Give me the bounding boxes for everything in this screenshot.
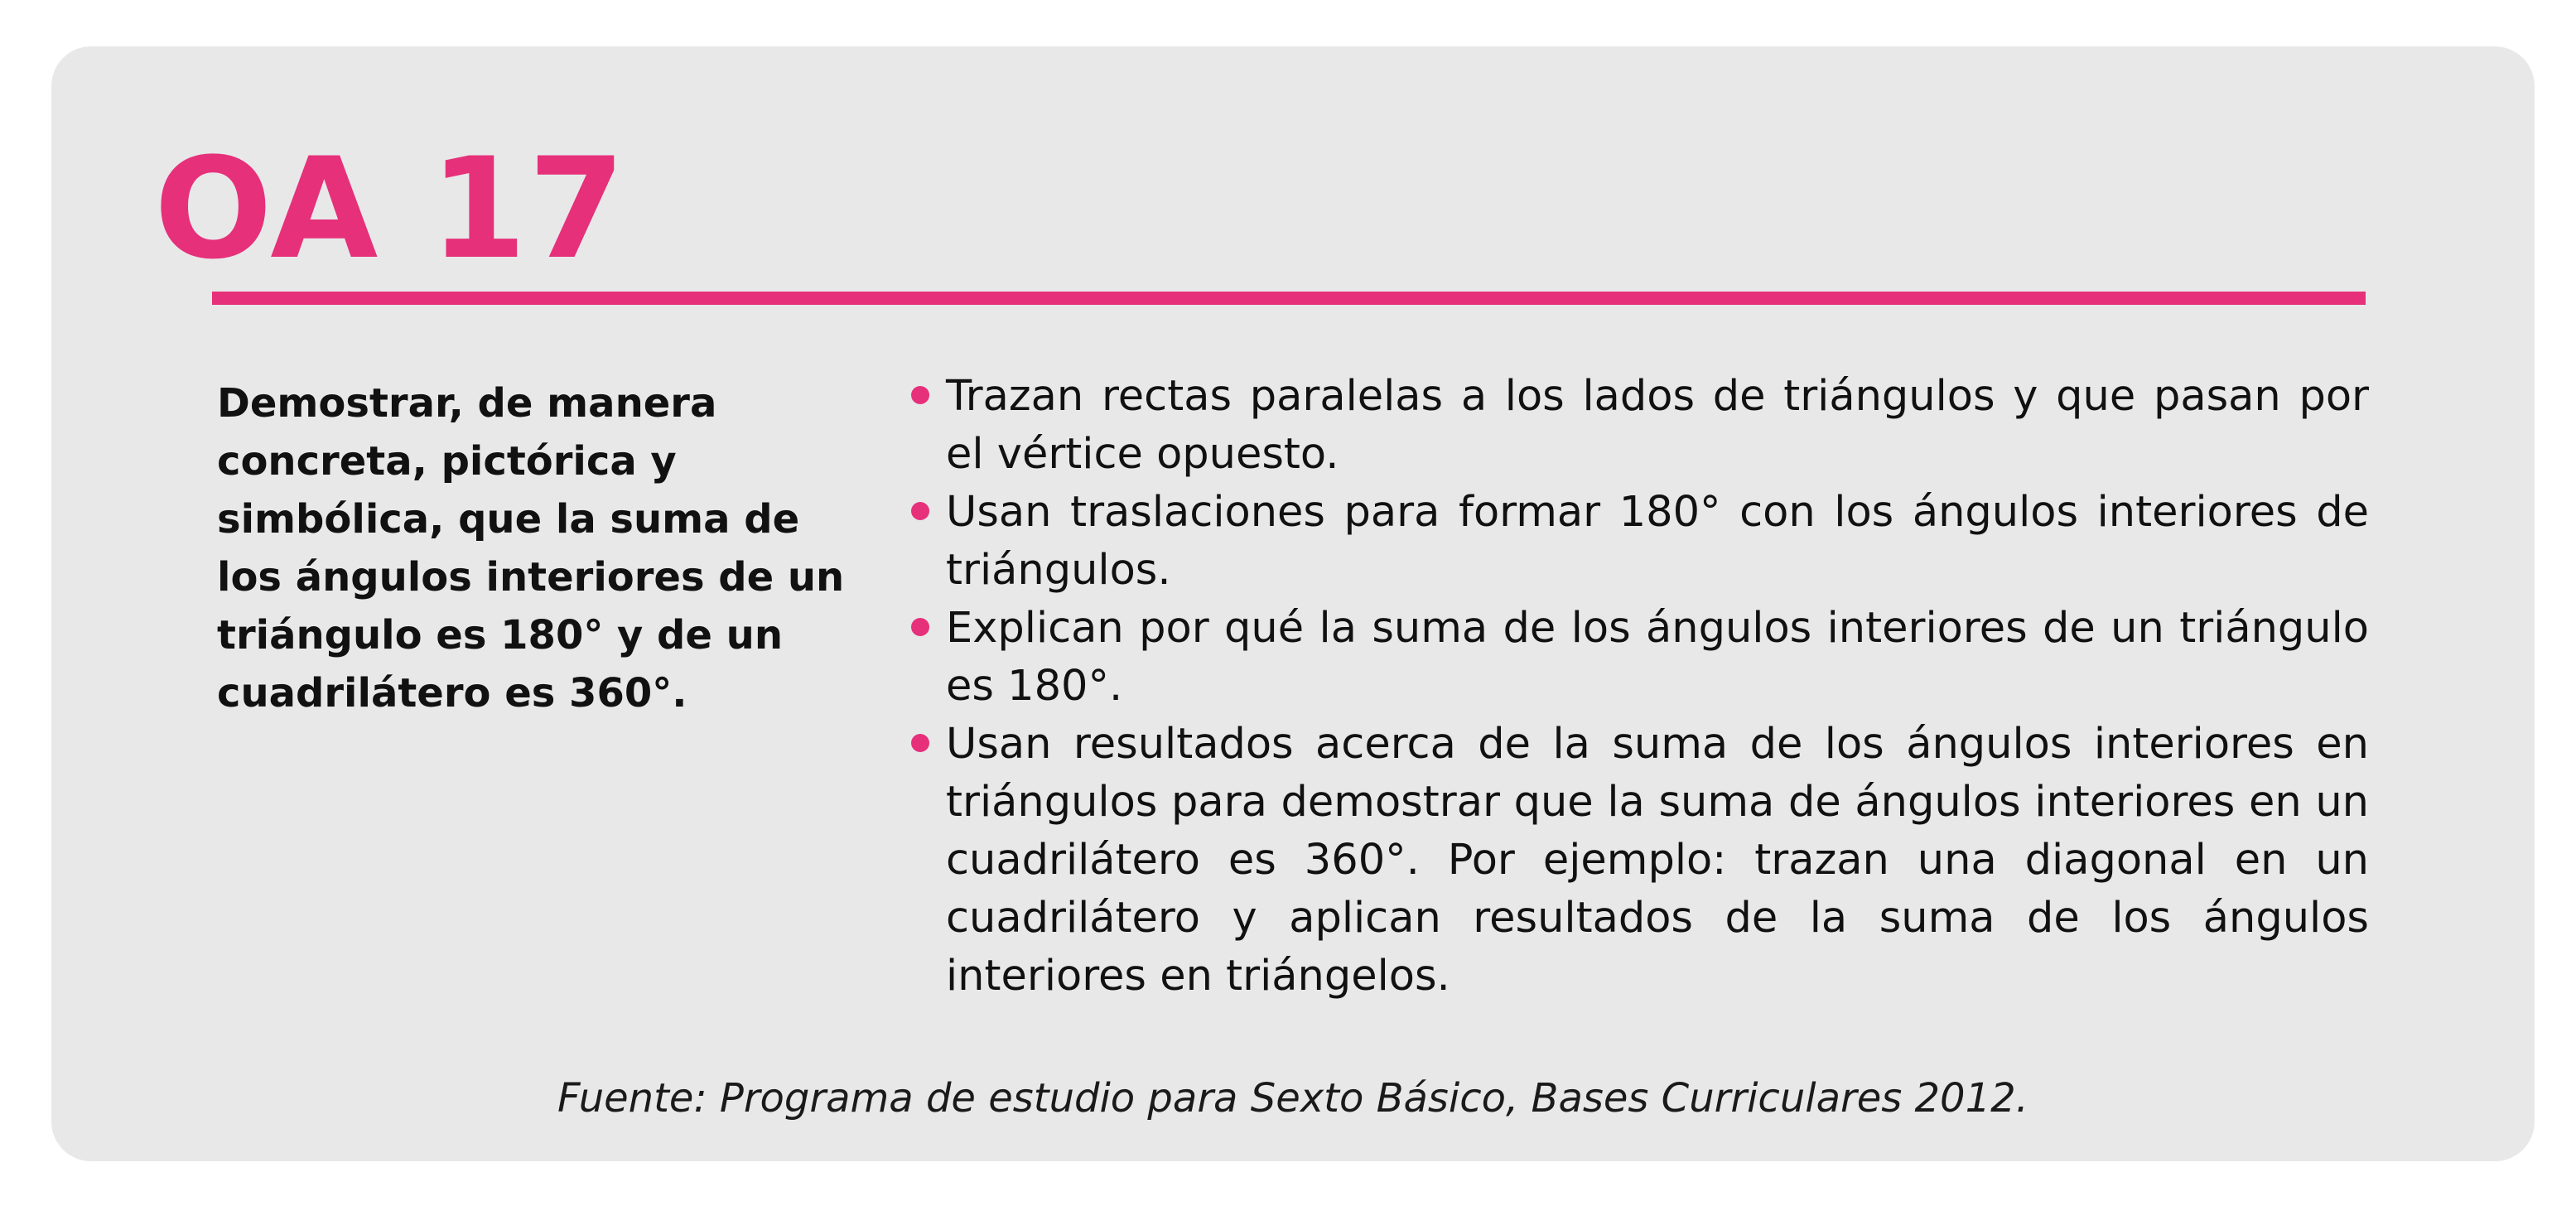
indicator-item (911, 716, 2369, 1006)
indicator-text: Trazan rectas paralelas a los lados de triángulos y que pasan por el vértice opuesto. (946, 372, 2369, 479)
indicator-item (911, 368, 2369, 484)
bullet-dot-icon (911, 734, 929, 752)
learning-objective-text: Demostrar, de manera concreta, pictórica y simbólica, que la suma de los ángulos interiores de un triángulo es 180° y de un cuadrilátero es 360°. (217, 380, 845, 716)
source-citation: Fuente: Programa de estudio para Sexto Básico, Bases Curriculares 2012. (557, 1075, 2028, 1122)
bullet-dot-icon (911, 618, 929, 636)
objective-code-title: OA 17 (154, 128, 627, 290)
title-underline (212, 292, 2366, 305)
indicator-text: Usan traslaciones para formar 180° con los ángulos interiores de triángulos. (946, 488, 2369, 595)
bullet-dot-icon (911, 502, 929, 520)
indicator-list (911, 368, 2369, 1006)
indicator-item (911, 600, 2369, 716)
indicator-item (911, 484, 2369, 600)
indicator-text: Explican por qué la suma de los ángulos interiores de un triángulo es 180°. (946, 604, 2369, 711)
bullet-dot-icon (911, 386, 929, 404)
indicator-text: Usan resultados acerca de la suma de los ángulos interiores en triángulos para demostrar que la suma de ángulos interiores en un cuadrilátero es 360°. Por ejemplo: trazan una diagonal en un cuadrilátero y aplican resultados de la suma de los ángulos interiores en triángelos. (946, 720, 2369, 1001)
